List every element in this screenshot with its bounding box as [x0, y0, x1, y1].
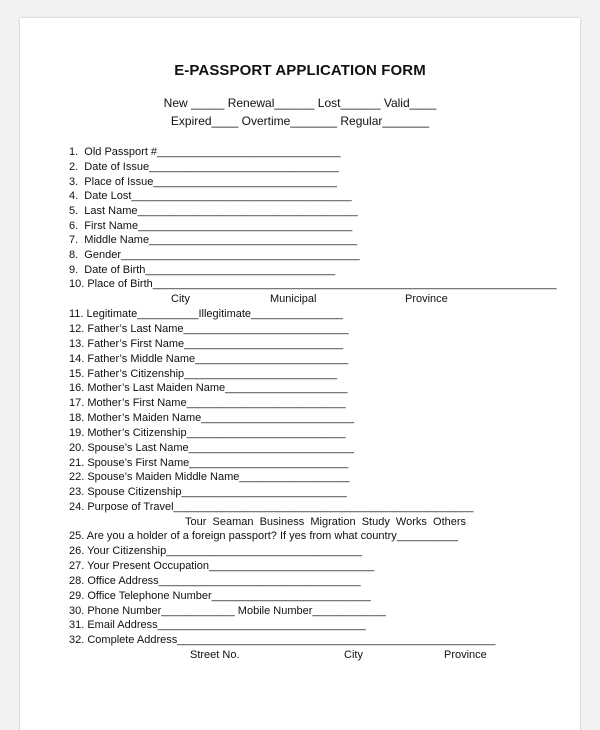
field-mother-first-name: 17. Mother’s First Name__________________________	[69, 397, 346, 409]
application-status-line-1: New _____ Renewal______ Lost______ Valid____	[163, 96, 437, 110]
form-page	[20, 18, 580, 730]
field-mother-maiden-name: 18. Mother’s Maiden Name_________________________	[69, 412, 355, 424]
field-foreign-passport: 25. Are you a holder of a foreign passport? If yes from what country__________	[69, 530, 458, 542]
field-last-name: 5. Last Name____________________________________	[69, 205, 358, 217]
field-place-of-issue: 3. Place of Issue______________________________	[69, 176, 337, 188]
field-spouse-first-name: 21. Spouse’s First Name__________________________	[69, 457, 349, 469]
field-middle-name: 7. Middle Name__________________________________	[69, 234, 358, 246]
form-title: E-PASSPORT APPLICATION FORM	[174, 62, 426, 79]
field-spouse-maiden-middle-name: 22. Spouse’s Maiden Middle Name__________________	[69, 471, 350, 483]
address-province-sublabel: Province	[444, 649, 487, 661]
field-old-passport: 1. Old Passport #______________________________	[69, 146, 341, 158]
field-spouse-citizenship: 23. Spouse Citizenship___________________________	[69, 486, 347, 498]
field-father-citizenship: 15. Father’s Citizenship_________________________	[69, 368, 338, 380]
field-father-first-name: 13. Father’s First Name__________________________	[69, 338, 344, 350]
field-mother-citizenship: 19. Mother’s Citizenship__________________________	[69, 427, 346, 439]
birth-city-sublabel: City	[171, 293, 190, 305]
field-your-citizenship: 26. Your Citizenship________________________________	[69, 545, 362, 557]
application-status-line-2: Expired____ Overtime_______ Regular_______	[170, 114, 430, 128]
address-street-sublabel: Street No.	[190, 649, 240, 661]
field-office-telephone: 29. Office Telephone Number__________________________	[69, 590, 371, 602]
field-complete-address: 32. Complete Address____________________________________________________	[69, 634, 496, 646]
field-office-address: 28. Office Address_________________________________	[69, 575, 361, 587]
field-father-last-name: 12. Father’s Last Name___________________________	[69, 323, 349, 335]
field-present-occupation: 27. Your Present Occupation___________________________	[69, 560, 375, 572]
field-date-lost: 4. Date Lost____________________________________	[69, 190, 352, 202]
field-mother-last-maiden-name: 16. Mother’s Last Maiden Name____________________	[69, 382, 348, 394]
field-date-of-issue: 2. Date of Issue_______________________________	[69, 161, 339, 173]
field-date-of-birth: 9. Date of Birth_______________________________	[69, 264, 336, 276]
field-place-of-birth: 10. Place of Birth__________________________________________________________________	[69, 278, 557, 290]
birth-province-sublabel: Province	[405, 293, 448, 305]
field-email-address: 31. Email Address__________________________________	[69, 619, 366, 631]
address-city-sublabel: City	[344, 649, 363, 661]
field-legitimacy: 11. Legitimate__________Illegitimate_______________	[69, 308, 343, 320]
field-first-name: 6. First Name___________________________________	[69, 220, 353, 232]
birth-municipal-sublabel: Municipal	[270, 293, 317, 305]
field-spouse-last-name: 20. Spouse’s Last Name___________________________	[69, 442, 354, 454]
travel-purpose-options: Tour Seaman Business Migration Study Works Others	[185, 516, 467, 528]
field-gender: 8. Gender_______________________________________	[69, 249, 360, 261]
field-purpose-of-travel: 24. Purpose of Travel_________________________________________________	[69, 501, 474, 513]
field-phone-mobile-number: 30. Phone Number____________ Mobile Number____________	[69, 605, 386, 617]
field-father-middle-name: 14. Father’s Middle Name_________________________	[69, 353, 349, 365]
